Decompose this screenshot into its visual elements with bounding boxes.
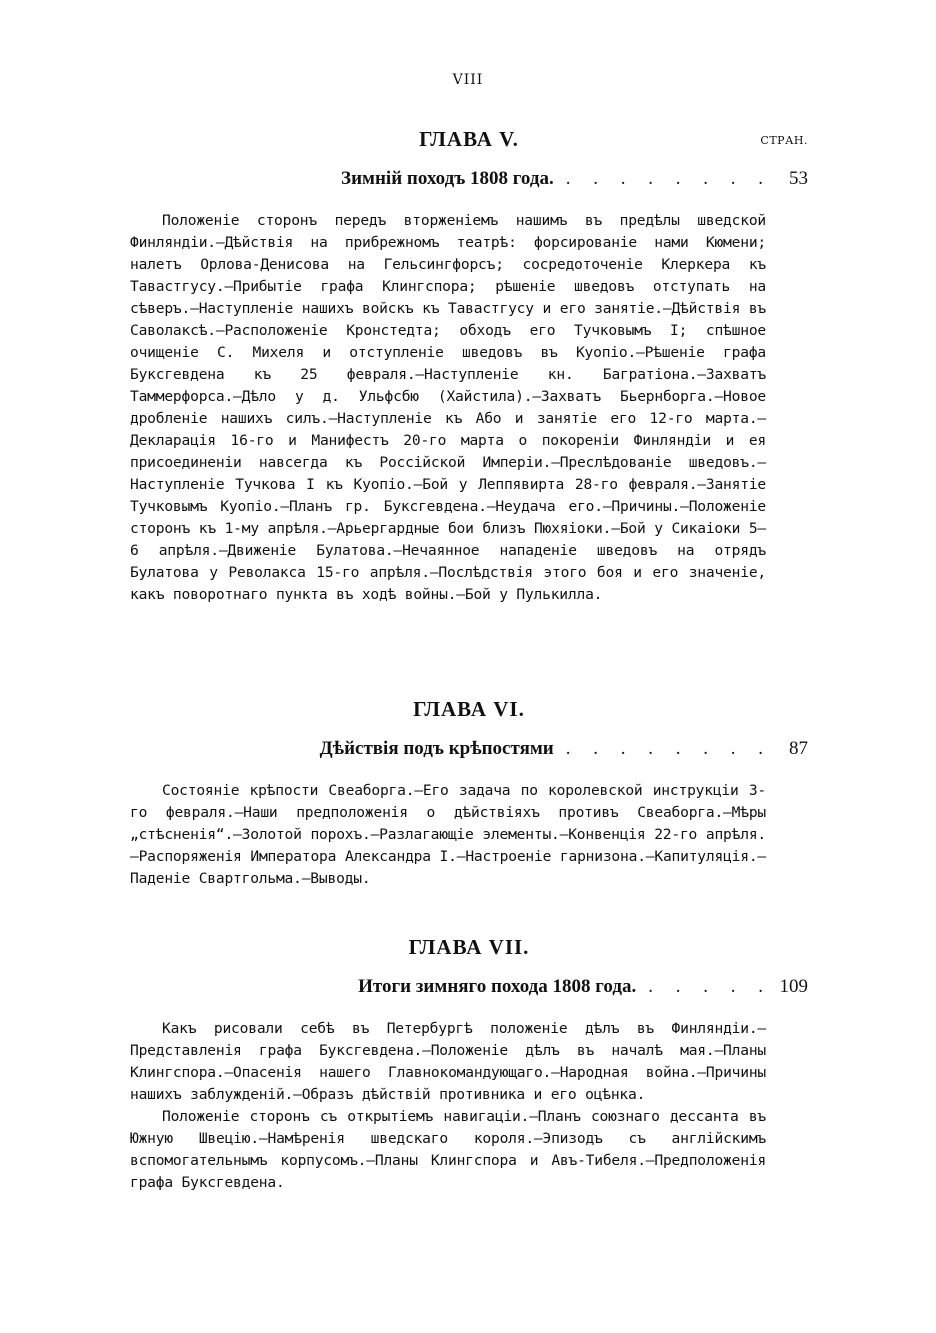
chapter-title-row xyxy=(130,734,808,764)
chapter-vii xyxy=(130,932,808,1194)
chapter-title: Итоги зимняго похода 1808 года. xyxy=(358,976,637,997)
page-number: VIII xyxy=(452,72,484,88)
chapter-vi xyxy=(130,694,808,890)
chapter-summary: Какъ рисовали себѣ въ Петербургѣ положеніе дѣлъ въ Финляндіи.—Представленія графа Буксгевдена.—Положеніе дѣлъ въ началѣ мая.—Планы Клингспора.—Опасенія нашего Главнокомандующаго.—Народная война.—Причины нашихъ заблужденій.—Образъ дѣйствій противника и его оцѣнка. xyxy=(130,1020,766,1103)
chapter-summary: Положеніе сторонъ передъ вторженіемъ нашимъ въ предѣлы шведской Финляндіи.—Дѣйствія на прибрежномъ театрѣ: форсированіе нами Кюмени; налетъ Орлова-Денисова на Гельсингфорсъ; сосредоточеніе Клеркера къ Тавастгусу.—Прибытіе графа Клингспора; рѣшеніе шведовъ отступать на сѣверъ.—Наступленіе нашихъ войскъ къ Тавастгусу и его занятіе.—Дѣйствія въ Саволаксѣ.—Расположеніе Кронстедта; обходъ его Тучковымъ I; спѣшное очищеніе С. Михеля и отступленіе шведовъ въ Куопіо.—Рѣшеніе графа Буксгевдена къ 25 февраля.—Наступленіе кн. Багратіона.—Захватъ Таммерфорса.—Дѣло у д. Ульфсбю (Хайстила).—Захватъ Бьернборга.—Новое дробленіе нашихъ силъ.—Наступленіе къ Або и занятіе его 12-го марта.—Декларація 16-го и Манифестъ 20-го марта о покореніи Финляндіи и ея присоединеніи навсегда къ Россійской Имперіи.—Преслѣдованіе шведовъ.—Наступленіе Тучкова I къ Куопіо.—Бой у Леппявирта 28-го февраля.—Занятіе Тучковымъ Куопіо.—Планъ гр. Буксгевдена.—Неудача его.—Причины.—Положеніе сторонъ къ 1-му апрѣля.—Арьергардные бои близъ Пюхяіоки.—Бой у Сикаіоки 5—6 апрѣля.—Движеніе Булатова.—Нечаянное нападеніе шведовъ на отрядъ Булатова у Револакса 15-го апрѣля.—Послѣдствія этого боя и его значеніе, какъ поворотнаго пункта въ ходѣ войны.—Бой у Пулькилла. xyxy=(130,212,766,603)
chapter-heading: ГЛАВА VII. xyxy=(408,935,530,959)
chapter-page-number: 87 xyxy=(789,738,808,759)
chapter-title-row xyxy=(130,164,808,194)
chapter-summary: Состояніе крѣпости Свеаборга.—Его задача по королевской инструкціи 3-го февраля.—Наши предположенія о дѣйствіяхъ противъ Свеаборга.—Мѣры „стѣсненія“.—Золотой порохъ.—Разлагающіе элементы.—Конвенція 22-го апрѣля.—Распоряженія Императора Александра I.—Настроеніе гарнизона.—Капитуляція.—Паденіе Свартгольма.—Выводы. xyxy=(130,782,766,887)
chapter-title-row xyxy=(130,972,808,1002)
leader-dots: . . . . . . . . xyxy=(565,738,772,759)
chapter-heading: ГЛАВА VI. xyxy=(413,697,525,721)
chapter-title: Дѣйствія подъ крѣпостями xyxy=(319,738,554,759)
chapter-page-number: 109 xyxy=(779,976,808,997)
leader-dots: . . . . . xyxy=(648,976,772,997)
chapter-summary: Положеніе сторонъ съ открытіемъ навигаціи.—Планъ союзнаго дессанта въ Южную Швецію.—Намѣренія шведскаго короля.—Эпизодъ съ англійскимъ вспомогательнымъ корпусомъ.—Планы Клингспора и Авъ-Тибеля.—Предположенія графа Буксгевдена. xyxy=(130,1108,766,1191)
chapter-v xyxy=(130,124,808,606)
chapter-title: Зимній походъ 1808 года. xyxy=(341,168,554,189)
chapter-heading: ГЛАВА V. xyxy=(419,127,519,151)
leader-dots: . . . . . . . . xyxy=(565,168,772,189)
chapter-page-number: 53 xyxy=(789,168,808,189)
page-column-label: СТРАН. xyxy=(760,134,808,147)
